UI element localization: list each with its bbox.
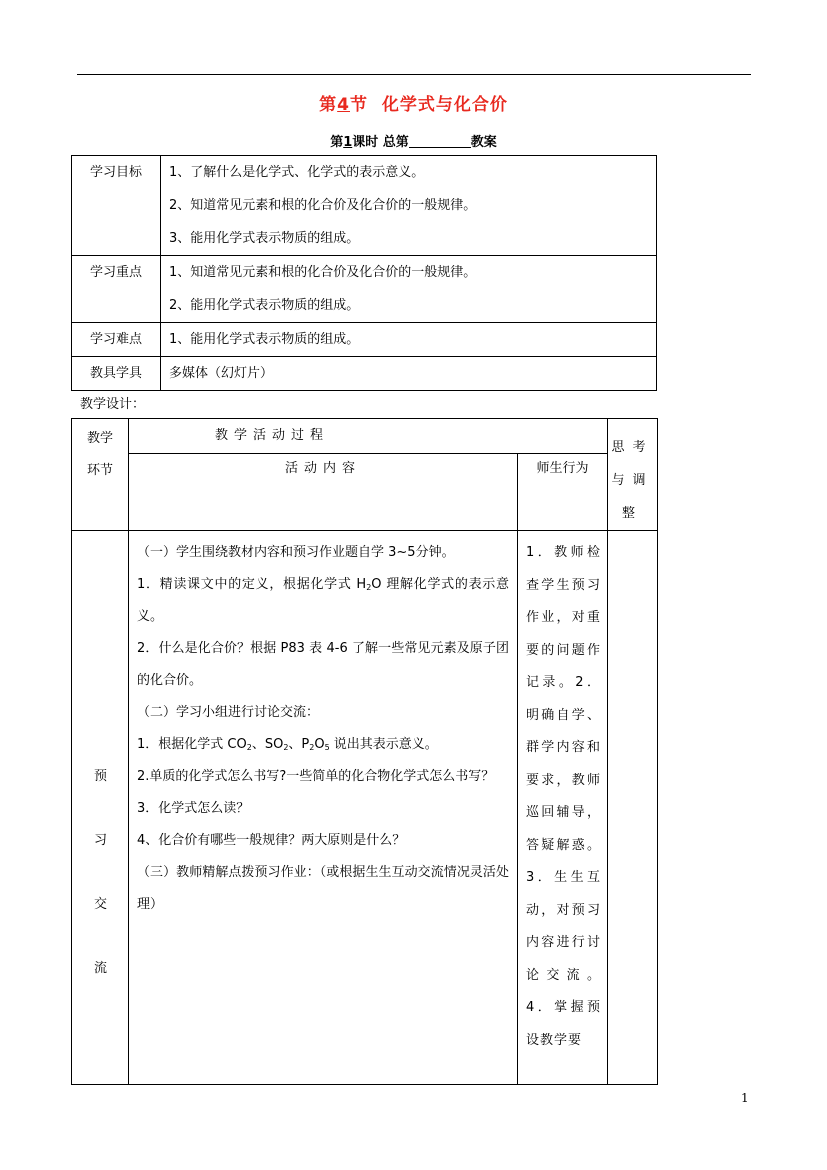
reflection-header-line: 与调 [611, 473, 654, 488]
key-points-label-cell [72, 256, 161, 323]
stage-header-line: 环节 [86, 463, 113, 478]
page-number: 1 [741, 1091, 749, 1105]
lesson-title [0, 90, 827, 115]
subscript: 2 [283, 743, 289, 752]
design-subheader-row [72, 453, 658, 530]
difficulty-label-cell [72, 323, 161, 357]
text-run: O [314, 737, 325, 752]
title-prefix: 第 [319, 95, 338, 115]
teacher-header-cell [518, 453, 608, 530]
goals-row [72, 156, 657, 256]
text-run: 1．精读课文中的定义，根据化学式 H [137, 577, 367, 592]
stage-char: 交 [93, 897, 107, 912]
subscript: 2 [309, 743, 315, 752]
key-points-content-cell [161, 256, 657, 323]
stage-char: 流 [93, 961, 107, 976]
content-paragraph: （三）教师精解点拨预习作业：（或根据生生互动交流情况灵活处理） [137, 865, 509, 912]
stage-char: 预 [93, 769, 107, 784]
goals-content-cell [161, 156, 657, 256]
subtitle-prefix: 第 [330, 135, 344, 150]
row-label: 学习目标 [89, 165, 142, 180]
process-header: 教学活动过程 [215, 428, 330, 443]
row-label: 教具学具 [89, 366, 142, 381]
content-paragraph: 3．化学式怎么读？ [137, 801, 250, 816]
design-header-row [72, 419, 658, 454]
subscript: 5 [324, 743, 330, 752]
materials-content-cell [161, 357, 657, 391]
text-run: 、P [288, 737, 310, 752]
design-table [71, 418, 658, 1085]
period-number: 1 [343, 135, 353, 150]
content-paragraph [137, 569, 509, 633]
content-paragraph: 2．什么是化合价？根据 P83 表 4-6 了解一些常见元素及原子团的化合价。 [137, 641, 509, 688]
activity-content-cell [129, 531, 518, 1085]
stage-header-line: 教学 [86, 431, 113, 446]
process-header-cell [129, 419, 608, 454]
content-header: 活动内容 [284, 460, 361, 476]
text-run: O 理解化学式的表示意义。 [137, 577, 509, 624]
subscript: 2 [246, 743, 252, 752]
subscript: 2 [366, 583, 372, 592]
stage-header-cell [72, 419, 129, 531]
content-paragraph: （一）学生围绕教材内容和预习作业题自学 3~5分钟。 [137, 545, 455, 560]
content-header-cell [129, 453, 518, 530]
teacher-header: 师生行为 [536, 460, 589, 476]
section-number: 4 [337, 95, 350, 115]
materials-line: 多媒体（幻灯片） [169, 366, 274, 381]
title-text: 节 化学式与化合价 [350, 95, 508, 115]
materials-label-cell [72, 357, 161, 391]
key-points-row [72, 256, 657, 323]
difficulty-row [72, 323, 657, 357]
content-paragraph: （二）学习小组进行讨论交流： [137, 705, 320, 720]
content-paragraph: 2.单质的化学式怎么书写?一些简单的化合物化学式怎么书写？ [137, 769, 495, 784]
row-label: 学习重点 [89, 265, 142, 280]
subtitle-mid: 课时 总第 [352, 135, 409, 150]
reflection-header-cell [608, 419, 658, 531]
teacher-behavior-cell [518, 531, 608, 1085]
total-number-blank [409, 135, 471, 148]
lesson-subtitle [0, 131, 827, 150]
subtitle-suffix: 教案 [470, 135, 497, 150]
goal-line: 1、了解什么是化学式、化学式的表示意义。 [169, 165, 425, 180]
reflection-header-line: 整 [622, 506, 644, 521]
materials-row [72, 357, 657, 391]
design-body-row [72, 531, 658, 1085]
content-paragraph [137, 729, 509, 761]
goal-line: 3、能用化学式表示物质的组成。 [169, 231, 360, 246]
stage-char: 习 [93, 833, 107, 848]
header-rule [77, 74, 751, 75]
reflection-header-line: 思考 [611, 440, 654, 455]
design-label: 教学设计： [80, 397, 146, 412]
key-point-line: 2、能用化学式表示物质的组成。 [169, 298, 360, 313]
goals-table [71, 155, 657, 391]
teacher-behavior-text: 1．教师检查学生预习作业，对重要的问题作记录。2．明确自学、群学内容和要求，教师巡回辅导，答疑解惑。3．生生互动，对预习内容进行讨论交流。4．掌握预设教学要 [526, 545, 602, 1048]
difficulty-line: 1、能用化学式表示物质的组成。 [169, 332, 360, 347]
difficulty-content-cell [161, 323, 657, 357]
goals-label-cell [72, 156, 161, 256]
key-point-line: 1、知道常见元素和根的化合价及化合价的一般规律。 [169, 265, 477, 280]
reflection-cell [608, 531, 658, 1085]
text-run: 说出其表示意义。 [329, 737, 438, 752]
text-run: 1．根据化学式 CO [137, 737, 247, 752]
goal-line: 2、知道常见元素和根的化合价及化合价的一般规律。 [169, 198, 477, 213]
stage-cell [72, 531, 129, 1085]
row-label: 学习难点 [89, 332, 142, 347]
content-paragraph: 4、化合价有哪些一般规律？两大原则是什么？ [137, 833, 406, 848]
text-run: 、SO [251, 737, 284, 752]
